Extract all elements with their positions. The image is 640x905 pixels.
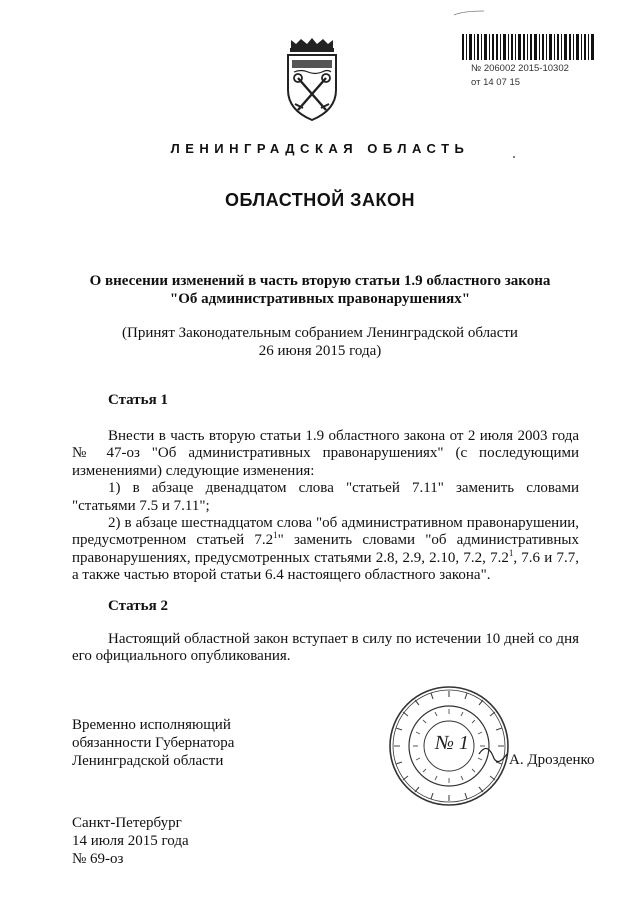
article-1-item-1: 1) в абзаце двенадцатом слова "статьей 7.11" заменить словами "статьями 7.5 и 7.11";: [72, 480, 579, 514]
registration-date: от 14 07 15: [471, 77, 521, 88]
superscript-1: 1: [273, 530, 278, 541]
superscript-2: 1: [508, 547, 514, 558]
signer-line-3: Ленинградской области: [72, 753, 224, 769]
law-type-heading: ОБЛАСТНОЙ ЗАКОН: [225, 190, 415, 210]
item-2-part-a: 2) в абзаце шестнадцатом слова "об административном правонарушении, предусмотренном статьей 7.2: [72, 515, 579, 549]
item-2-part-b: " заменить словами "об административных правонарушениях, предусмотренных статьями 2.8, 2.9, 2.10, 7.2, 7.2: [72, 532, 579, 566]
law-title-line-1: О внесении изменений в часть вторую статьи 1.9 областного закона: [89, 273, 551, 289]
adoption-line-1: (Принят Законодательным собранием Ленинградской области: [122, 325, 518, 341]
signer-name: А. Дрозденко: [509, 752, 595, 768]
article-1-item-2: [72, 515, 579, 585]
seal-number: № 1: [435, 732, 469, 754]
adoption-note: [60, 324, 580, 360]
article-2-text: Настоящий областной закон вступает в силу по истечении 10 дней со дня его официального опубликования.: [72, 631, 579, 665]
footer-block: [72, 814, 189, 868]
signer-line-1: Временно исполняющий: [72, 717, 231, 733]
registration-info: [471, 62, 569, 90]
law-title-line-2: "Об административных правонарушениях": [169, 291, 471, 307]
article-2-heading: Статья 2: [108, 598, 168, 614]
registration-number: № 206002 2015-10302: [471, 63, 569, 74]
signer-title: [72, 716, 234, 770]
handwritten-mark: [453, 10, 485, 16]
speck: [513, 156, 515, 158]
footer-law-number: № 69-оз: [72, 851, 124, 867]
adoption-line-2: 26 июня 2015 года): [258, 343, 382, 359]
article-1-heading: Статья 1: [108, 392, 168, 408]
footer-date: 14 июля 2015 года: [72, 833, 189, 849]
footer-city: Санкт-Петербург: [72, 815, 182, 831]
article-1-intro: Внести в часть вторую статьи 1.9 областного закона от 2 июля 2003 года № 47-оз "Об административных правонарушениях" (с последующими изменениями) следующие изменения:: [72, 428, 579, 479]
article-2-body: [72, 631, 579, 666]
law-title: [60, 272, 580, 308]
article-1-body: [72, 428, 579, 585]
signer-line-2: обязанности Губернатора: [72, 735, 235, 751]
barcode-icon: [462, 34, 596, 60]
item-2-part-c: , 7.6 и 7.7, а также частью второй статьи 6.4 настоящего областного закона".: [72, 549, 579, 584]
region-name: ЛЕНИНГРАДСКАЯ ОБЛАСТЬ: [170, 141, 470, 156]
coat-of-arms-icon: [283, 38, 341, 122]
